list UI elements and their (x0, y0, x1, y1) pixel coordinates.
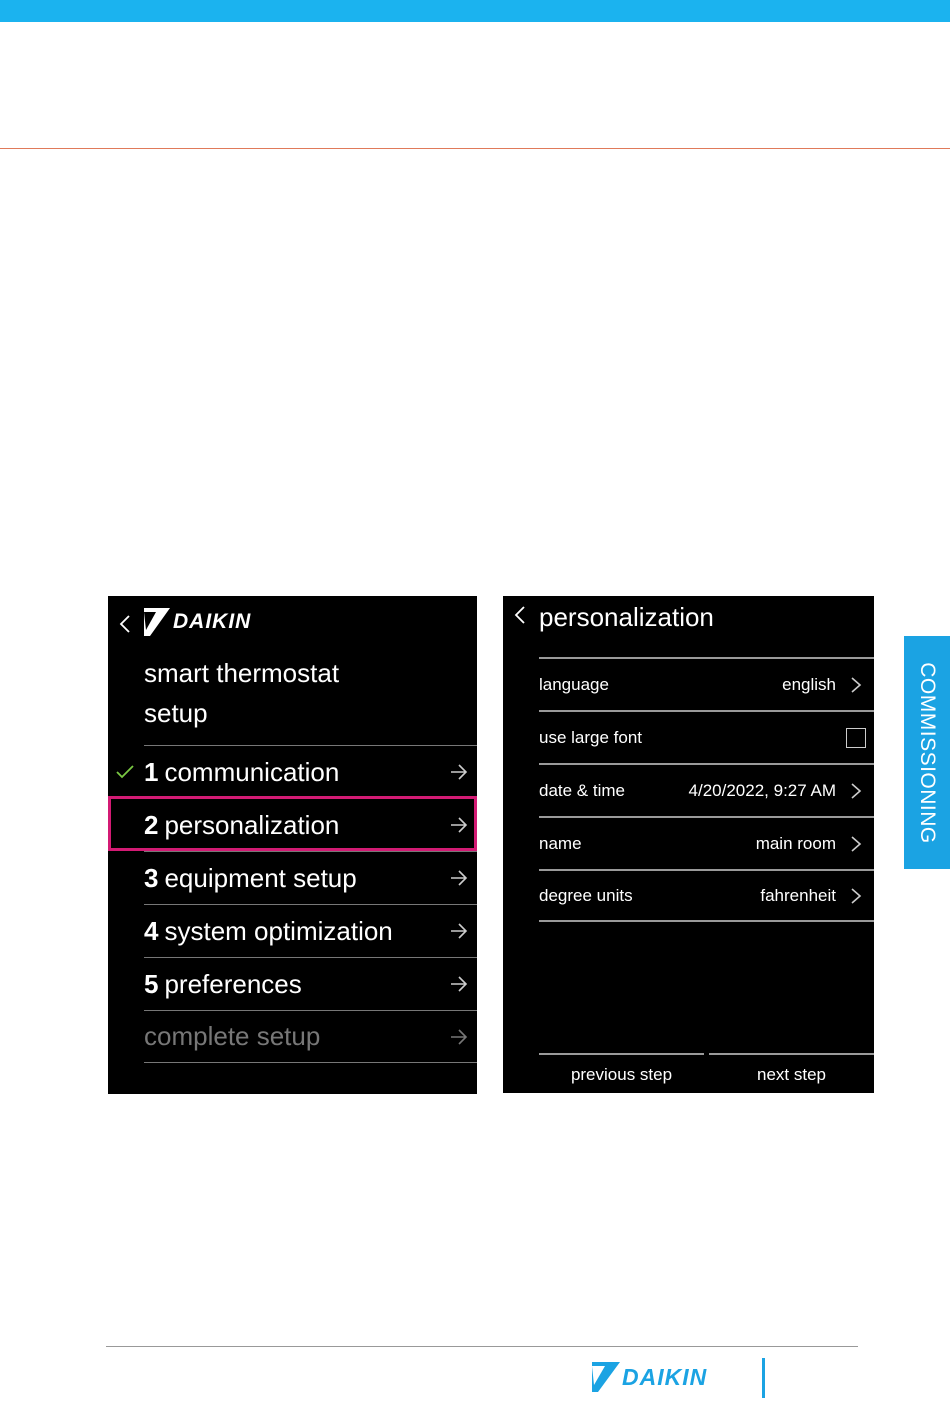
setting-date-time[interactable] (539, 763, 874, 816)
step-number: 1 (144, 756, 159, 787)
step-label: equipment setup (164, 862, 357, 893)
step-number: 5 (144, 968, 159, 999)
setting-value: fahrenheit (760, 885, 836, 905)
setting-label: degree units (539, 885, 633, 905)
chevron-right-icon (850, 676, 862, 694)
step-number: 3 (144, 862, 159, 893)
setting-degree-units[interactable] (539, 869, 874, 922)
setting-label: name (539, 833, 582, 853)
setting-language[interactable] (539, 657, 874, 710)
footer-logo-text: DAIKIN (622, 1363, 708, 1390)
setup-steps-list (144, 745, 477, 1063)
step-number: 4 (144, 915, 159, 946)
header-divider (0, 148, 950, 149)
back-chevron-icon[interactable] (513, 603, 527, 627)
large-font-checkbox[interactable] (846, 728, 866, 748)
side-tab-label: COMMISSIONING (916, 661, 939, 844)
arrow-right-icon (449, 974, 469, 994)
setting-use-large-font[interactable] (539, 710, 874, 763)
chevron-right-icon (850, 835, 862, 853)
step-system-optimization[interactable] (144, 904, 477, 957)
arrow-right-icon (449, 921, 469, 941)
setting-label: use large font (539, 727, 643, 747)
setup-menu-screen (108, 596, 477, 1094)
screen-title: personalization (539, 602, 714, 632)
commissioning-side-tab (904, 636, 950, 869)
footer-accent-bar (762, 1358, 765, 1398)
step-preferences[interactable] (144, 957, 477, 1010)
daikin-logo-mark-icon (592, 1362, 620, 1392)
step-label: complete setup (144, 1021, 321, 1051)
arrow-right-icon (449, 868, 469, 888)
footer-divider (106, 1346, 858, 1347)
setting-name[interactable] (539, 816, 874, 869)
back-chevron-icon[interactable] (118, 612, 132, 636)
arrow-right-icon (449, 762, 469, 782)
screen-title (144, 653, 339, 733)
chevron-right-icon (850, 887, 862, 905)
step-complete-setup[interactable] (144, 1010, 477, 1063)
step-communication[interactable] (144, 745, 477, 798)
setting-value: english (782, 674, 836, 694)
step-equipment-setup[interactable] (144, 851, 477, 904)
step-label: preferences (164, 968, 302, 999)
step-personalization[interactable] (144, 798, 477, 851)
daikin-logo-text: DAIKIN (173, 610, 252, 633)
top-accent-bar (0, 0, 950, 22)
footer-daikin-logo (592, 1362, 707, 1392)
arrow-right-icon (449, 1027, 469, 1047)
personalization-screen (503, 596, 874, 1093)
title-line-1: smart thermostat (144, 658, 340, 688)
step-label: communication (164, 756, 340, 787)
daikin-logo (144, 608, 251, 636)
setting-value: 4/20/2022, 9:27 AM (688, 780, 836, 800)
step-label: system optimization (164, 915, 393, 946)
step-label: personalization (164, 809, 340, 840)
settings-list (539, 657, 874, 922)
setting-label: date & time (539, 780, 625, 800)
step-number: 2 (144, 809, 159, 840)
next-step-button[interactable]: next step (709, 1053, 874, 1093)
check-icon (116, 765, 134, 779)
daikin-logo-mark-icon (144, 608, 170, 636)
arrow-right-icon (449, 815, 469, 835)
previous-step-button[interactable]: previous step (539, 1053, 704, 1093)
setting-value: main room (755, 833, 836, 853)
setting-label: language (539, 674, 609, 694)
chevron-right-icon (850, 782, 862, 800)
title-line-2: setup (144, 698, 208, 728)
